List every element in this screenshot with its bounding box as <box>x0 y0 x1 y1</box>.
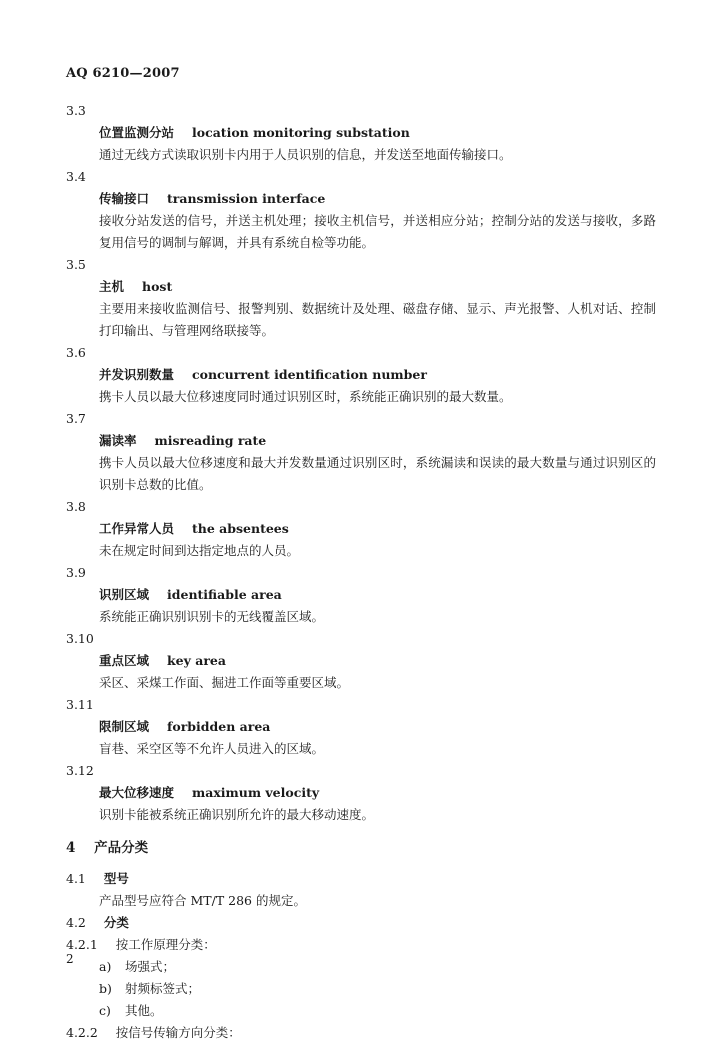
subsection-heading <box>66 912 656 934</box>
term-number: 3.11 <box>66 697 94 712</box>
term-number: 3.8 <box>66 499 86 514</box>
clause-text: 按工作原理分类： <box>115 937 216 952</box>
term-chinese: 位置监测分站 <box>99 125 175 140</box>
term-chinese: 重点区域 <box>99 653 150 668</box>
list-text: 其他。 <box>124 1003 163 1018</box>
term-chinese: 识别区域 <box>99 587 150 602</box>
section-number: 4 <box>66 840 76 856</box>
term-definition: 主要用来接收监测信号、报警判别、数据统计及处理、磁盘存储、显示、声光报警、人机对话、控制打印输出、与管理网络联接等。 <box>99 301 656 338</box>
term-english: concurrent identification number <box>192 367 427 382</box>
list-letter: a) <box>99 959 112 974</box>
term-chinese: 限制区域 <box>99 719 150 734</box>
term-english: identifiable area <box>167 587 282 602</box>
term-chinese: 漏读率 <box>99 433 137 448</box>
page-content <box>66 100 656 1044</box>
term-chinese: 最大位移速度 <box>99 785 175 800</box>
subsection-heading <box>66 868 656 890</box>
standard-code: AQ 6210—2007 <box>66 66 180 81</box>
term-definition: 携卡人员以最大位移速度和最大并发数量通过识别区时，系统漏读和误读的最大数量与通过识别区的识别卡总数的比值。 <box>99 455 656 492</box>
term-heading <box>66 650 656 672</box>
subsection-title: 型号 <box>103 871 129 886</box>
term-heading <box>66 276 656 298</box>
subsection-number: 4.2 <box>66 915 86 930</box>
list-item <box>66 978 656 1000</box>
term-definition: 识别卡能被系统正确识别所允许的最大移动速度。 <box>99 807 375 822</box>
term-number: 3.4 <box>66 169 86 184</box>
list-text: 射频标签式； <box>124 981 200 996</box>
term-english: transmission interface <box>167 191 326 206</box>
list-letter: b) <box>99 981 112 996</box>
term-number: 3.10 <box>66 631 94 646</box>
subsection-text: 产品型号应符合 MT/T 286 的规定。 <box>99 893 306 908</box>
term-definition: 盲巷、采空区等不允许人员进入的区域。 <box>99 741 325 756</box>
term-heading <box>66 430 656 452</box>
term-chinese: 传输接口 <box>99 191 150 206</box>
subsection-title: 分类 <box>103 915 129 930</box>
term-heading <box>66 716 656 738</box>
list-letter: c) <box>99 1003 111 1018</box>
term-number: 3.12 <box>66 763 94 778</box>
term-number: 3.9 <box>66 565 86 580</box>
clause-heading <box>66 1022 656 1044</box>
term-number: 3.3 <box>66 103 86 118</box>
term-definition: 采区、采煤工作面、掘进工作面等重要区域。 <box>99 675 350 690</box>
term-heading <box>66 782 656 804</box>
subsection-number: 4.1 <box>66 871 86 886</box>
clause-text: 按信号传输方向分类： <box>115 1025 241 1040</box>
term-heading <box>66 364 656 386</box>
clause-heading <box>66 934 656 956</box>
term-english: location monitoring substation <box>192 125 410 140</box>
section-heading <box>66 834 656 862</box>
term-heading <box>66 584 656 606</box>
list-item <box>66 1000 656 1022</box>
term-definition: 通过无线方式读取识别卡内用于人员识别的信息，并发送至地面传输接口。 <box>99 147 512 162</box>
term-english: forbidden area <box>167 719 271 734</box>
term-definition: 接收分站发送的信号，并送主机处理；接收主机信号，并送相应分站；控制分站的发送与接收，多路复用信号的调制与解调，并具有系统自检等功能。 <box>99 213 656 250</box>
term-number: 3.5 <box>66 257 86 272</box>
clause-number: 4.2.2 <box>66 1025 98 1040</box>
term-definition: 系统能正确识别识别卡的无线覆盖区域。 <box>99 609 325 624</box>
term-english: misreading rate <box>154 433 267 448</box>
term-number: 3.7 <box>66 411 86 426</box>
list-text: 场强式； <box>124 959 175 974</box>
section-title: 产品分类 <box>94 840 149 856</box>
clause-number: 4.2.1 <box>66 937 98 952</box>
term-number: 3.6 <box>66 345 86 360</box>
term-heading <box>66 122 656 144</box>
term-chinese: 工作异常人员 <box>99 521 175 536</box>
term-chinese: 主机 <box>99 279 125 294</box>
term-heading <box>66 188 656 210</box>
term-english: maximum velocity <box>192 785 320 800</box>
term-english: key area <box>167 653 226 668</box>
term-definition: 携卡人员以最大位移速度同时通过识别区时，系统能正确识别的最大数量。 <box>99 389 512 404</box>
term-chinese: 并发识别数量 <box>99 367 175 382</box>
term-english: the absentees <box>192 521 289 536</box>
page-number: 2 <box>66 952 74 966</box>
term-english: host <box>142 279 173 294</box>
list-item <box>66 956 656 978</box>
term-heading <box>66 518 656 540</box>
term-definition: 未在规定时间到达指定地点的人员。 <box>99 543 300 558</box>
